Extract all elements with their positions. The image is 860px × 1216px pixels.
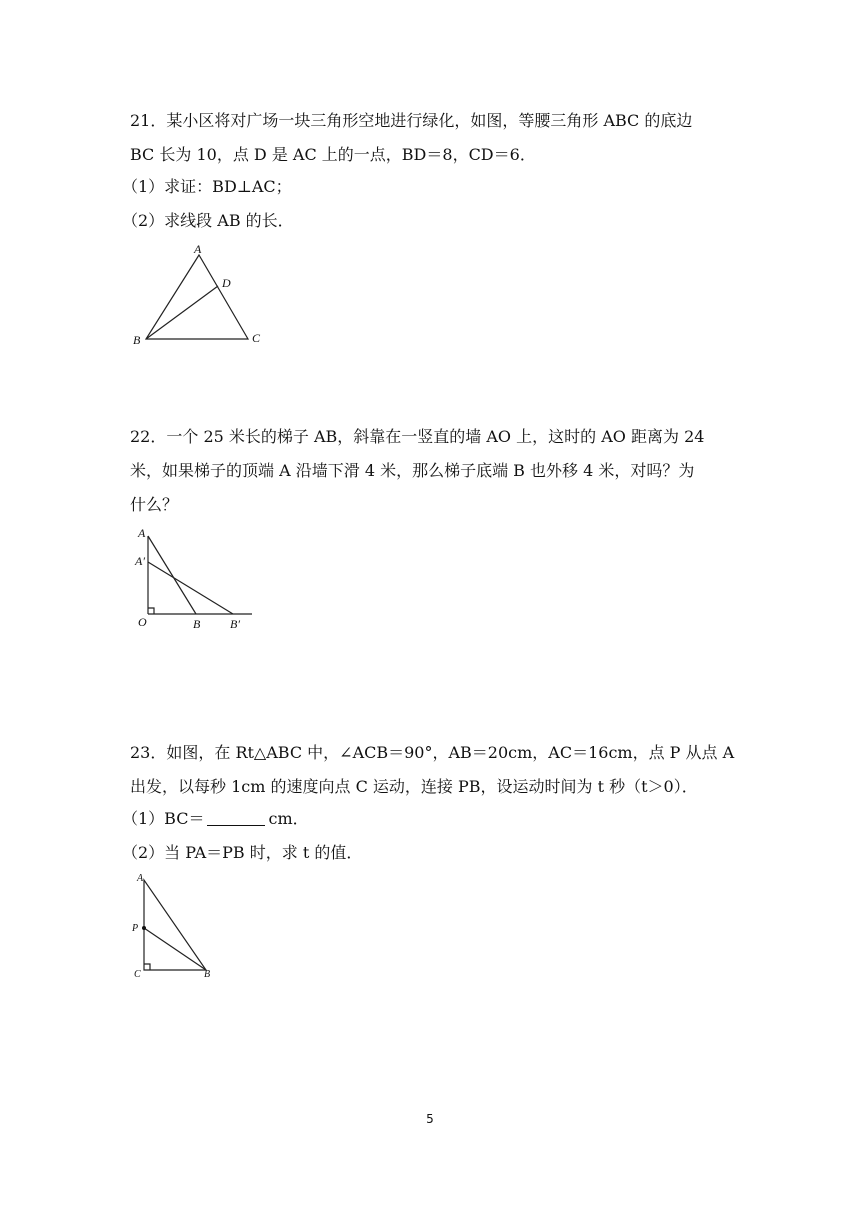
q21-part-2: （2）求线段 AB 的长．: [122, 211, 294, 230]
q23-part-1: [122, 808, 309, 830]
label-c: C: [134, 969, 141, 980]
q21-line-1: 21．某小区将对广场一块三角形空地进行绿化，如图，等腰三角形 ABC 的底边: [130, 111, 693, 130]
label-a: A: [137, 873, 144, 884]
triangle-acb: [144, 880, 206, 970]
q23-line-2: 出发，以每秒 1cm 的速度向点 C 运动，连接 PB，设运动时间为 t 秒（t＞0）．: [130, 777, 698, 796]
q21-part-1: （1）求证：BD⊥AC；: [122, 177, 292, 196]
q23-part-1-prefix: （1）BC＝: [122, 809, 205, 828]
q21-line-2: BC 长为 10，点 D 是 AC 上的一点，BD＝8，CD＝6．: [130, 145, 536, 164]
label-p: P: [132, 923, 139, 934]
q23-line-1: 23．如图，在 Rt△ABC 中，∠ACB＝90°，AB＝20cm，AC＝16cm，点 P 从点 A: [130, 743, 735, 762]
q22-line-2: 米，如果梯子的顶端 A 沿墙下滑 4 米，那么梯子底端 B 也外移 4 米，对吗？为: [130, 461, 695, 480]
q23-part-2: （2）当 PA＝PB 时，求 t 的值．: [122, 843, 363, 862]
q22-ladder-figure: [130, 522, 260, 634]
right-angle-mark: [148, 608, 154, 614]
label-b: B: [193, 617, 201, 631]
label-c: C: [252, 331, 261, 345]
triangle-abc: [146, 255, 248, 339]
q23-right-triangle-figure: [130, 870, 220, 982]
label-o: O: [138, 615, 147, 629]
label-b-prime: B′: [230, 617, 240, 631]
label-b: B: [133, 333, 141, 347]
q21-triangle-figure: [128, 238, 278, 350]
segment-bd: [146, 286, 218, 339]
label-a: A: [194, 242, 202, 256]
right-angle-mark: [144, 964, 150, 970]
segment-pb: [144, 928, 206, 970]
label-a-prime: A′: [135, 554, 145, 568]
page-number: 5: [426, 1112, 434, 1126]
ladder-ab: [148, 536, 196, 614]
q22-line-1: 22．一个 25 米长的梯子 AB，斜靠在一竖直的墙 AO 上，这时的 AO 距离为 24: [130, 427, 705, 446]
label-d: D: [222, 276, 231, 290]
answer-blank: [207, 809, 265, 826]
point-p: [142, 926, 146, 930]
label-a: A: [138, 526, 146, 540]
q22-line-3: 什么？: [130, 495, 179, 514]
q23-part-1-suffix: cm．: [268, 809, 309, 828]
label-b: B: [204, 969, 211, 980]
